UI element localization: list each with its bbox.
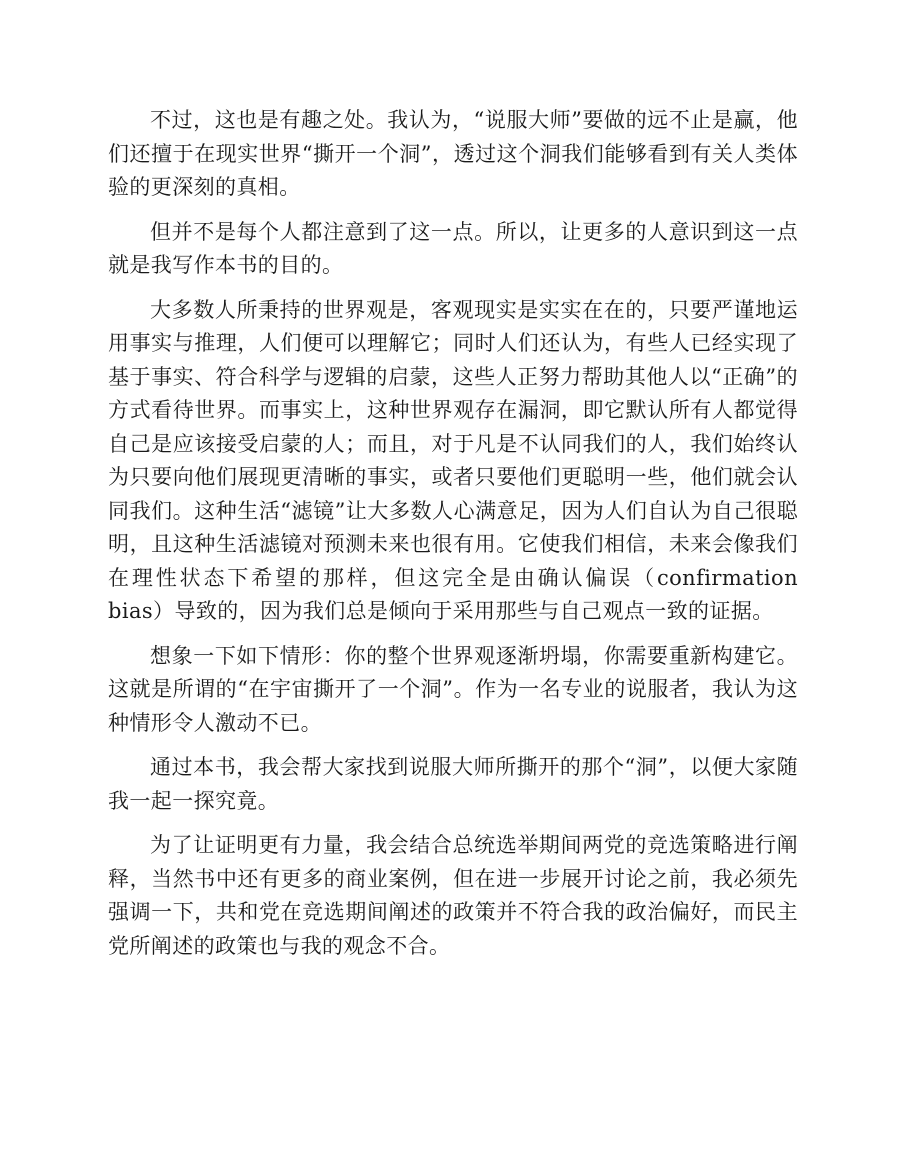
paragraph-5: 通过本书，我会帮大家找到说服大师所撕开的那个“洞”，以便大家随我一起一探究竟。 — [108, 755, 798, 813]
paragraph-2: 但并不是每个人都注意到了这一点。所以，让更多的人意识到这一点就是我写作本书的目的。 — [108, 219, 798, 277]
paragraph-4: 想象一下如下情形：你的整个世界观逐渐坍塌，你需要重新构建它。这就是所谓的“在宇宙撕开了一个洞”。作为一名专业的说服者，我认为这种情形令人激动不已。 — [108, 643, 798, 735]
paragraph-3: 大多数人所秉持的世界观是，客观现实是实实在在的，只要严谨地运用事实与推理，人们便可以理解它；同时人们还认为，有些人已经实现了基于事实、符合科学与逻辑的启蒙，这些人正努力帮助其他人以“正确”的方式看待世界。而事实上，这种世界观存在漏洞，即它默认所有人都觉得自己是应该接受启蒙的人；而且，对于凡是不认同我们的人，我们始终认为只要向他们展现更清晰的事实，或者只要他们更聪明一些，他们就会认同我们。这种生活“滤镜”让大多数人心满意足，因为人们自认为自己很聪明，且这种生活滤镜对预测未来也很有用。它使我们相信，未来会像我们在理性状态下希望的那样，但这完全是由确认偏误（confirmation bias）导致的，因为我们总是倾向于采用那些与自己观点一致的证据。 — [108, 297, 798, 623]
body-text — [108, 104, 798, 974]
paragraph-1: 不过，这也是有趣之处。我认为，“说服大师”要做的远不止是赢，他们还擅于在现实世界“撕开一个洞”，透过这个洞我们能够看到有关人类体验的更深刻的真相。 — [108, 108, 798, 199]
paragraph-6: 为了让证明更有力量，我会结合总统选举期间两党的竞选策略进行阐释，当然书中还有更多的商业案例，但在进一步展开讨论之前，我必须先强调一下，共和党在竞选期间阐述的政策并不符合我的政治偏好，而民主党所阐述的政策也与我的观念不合。 — [108, 833, 798, 958]
